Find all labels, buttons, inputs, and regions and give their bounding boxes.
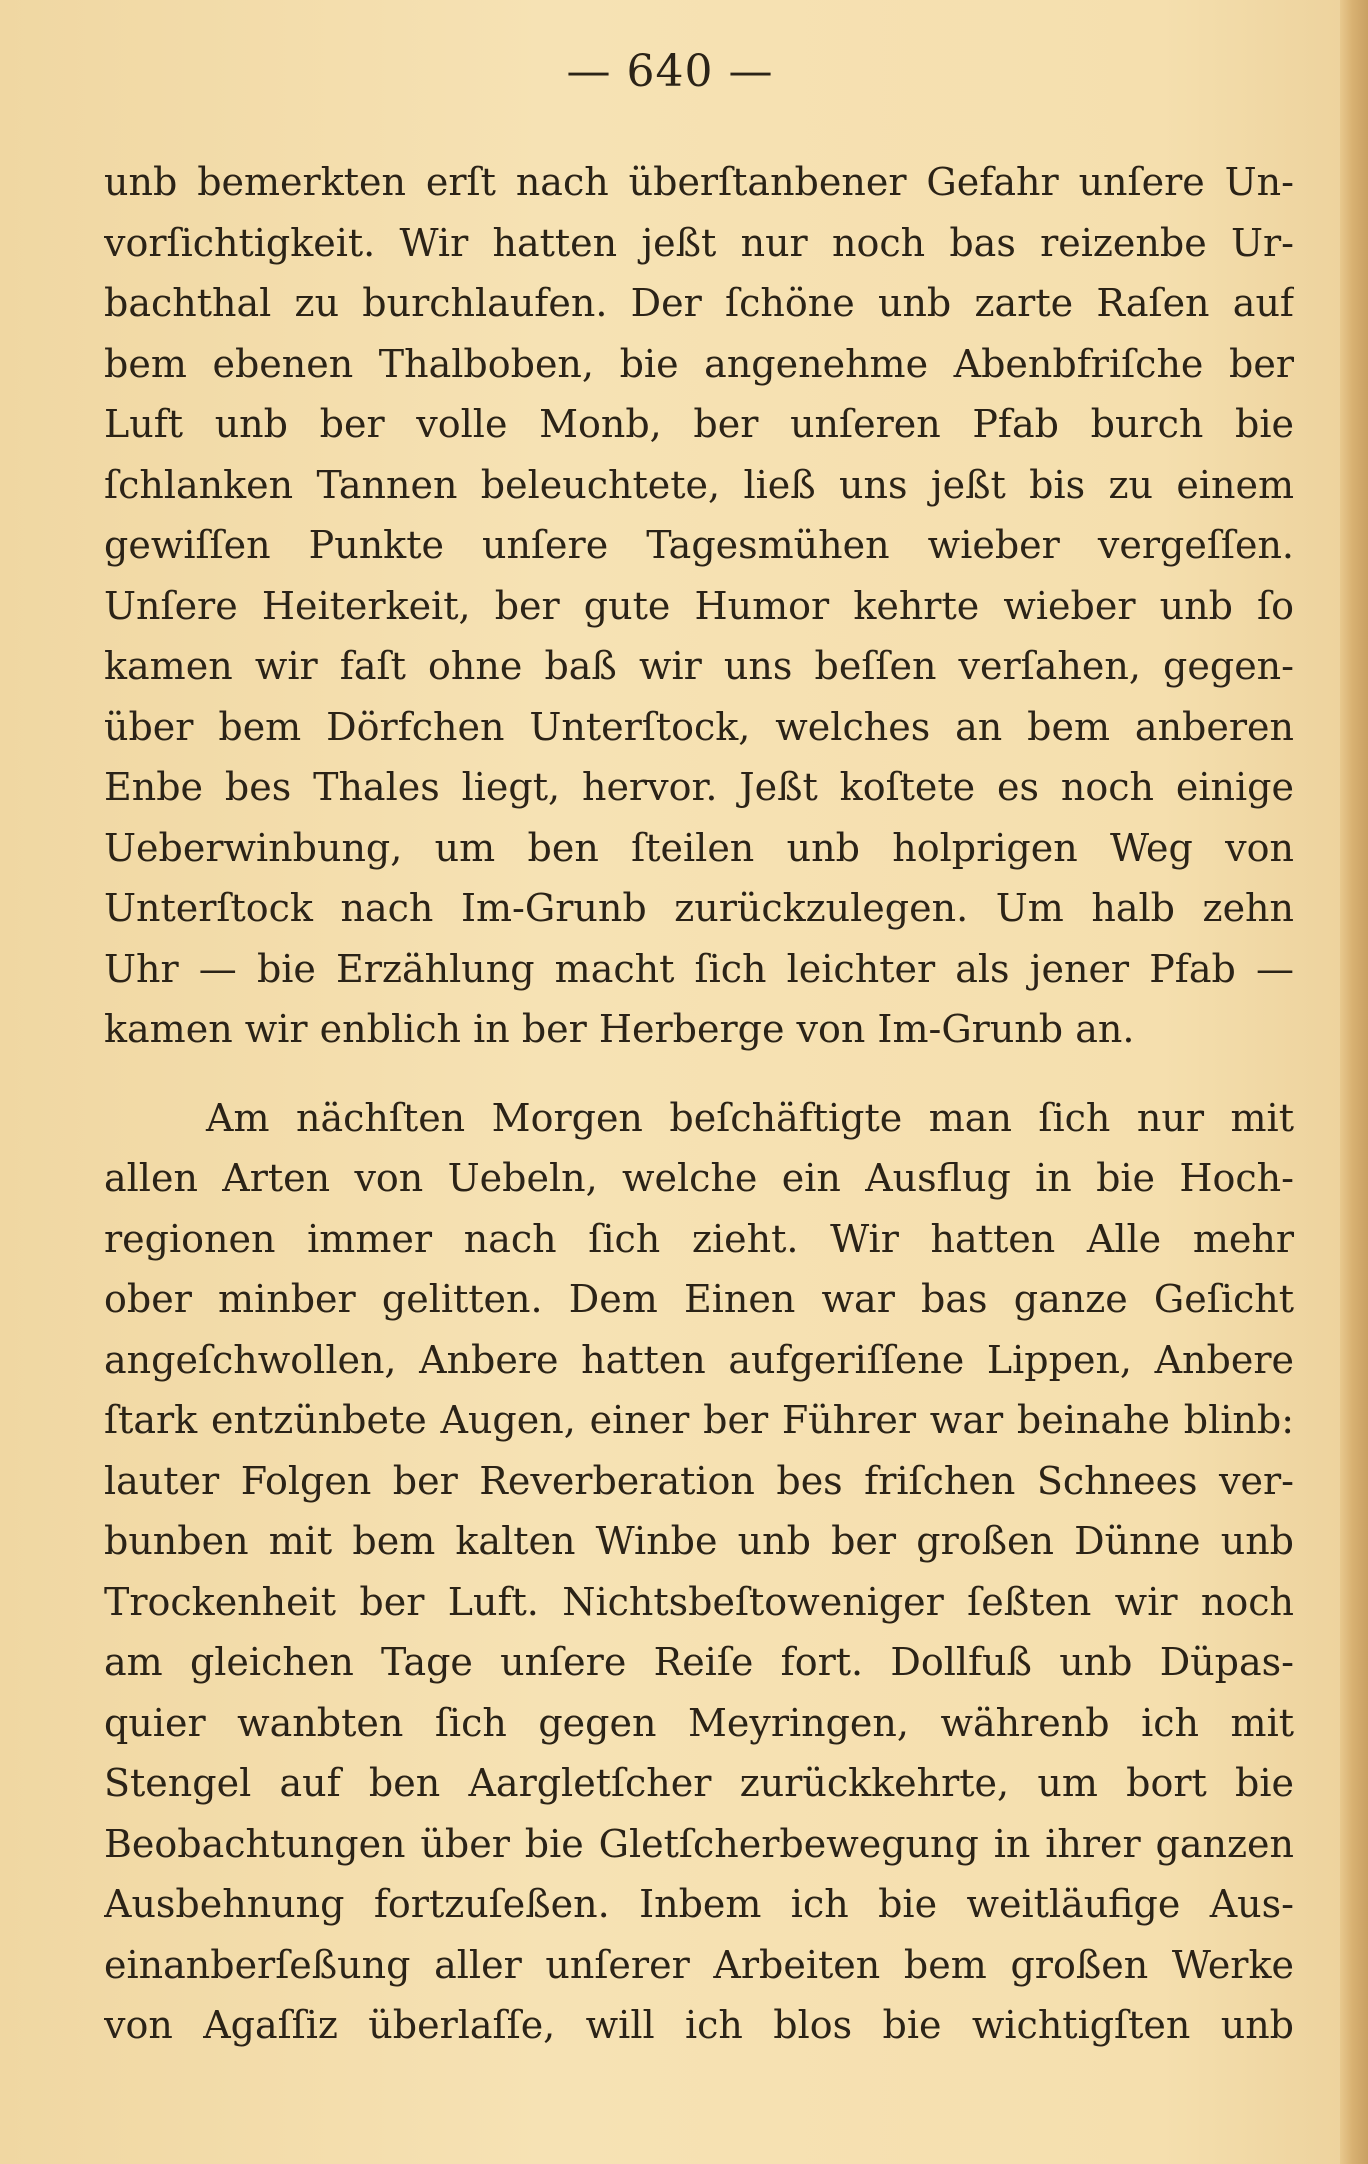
paragraph-1 bbox=[104, 152, 1294, 1060]
text-line: angeſchwollen, Anbere hatten aufgeriſſene Lippen, Anbere bbox=[104, 1337, 1294, 1382]
text-line: Enbe bes Thales liegt, hervor. Jeßt koſtete es noch einige bbox=[104, 765, 1294, 809]
text-line: über bem Dörfchen Unterſtock, welches an bem anberen bbox=[104, 704, 1294, 749]
text-line: bachthal zu burchlaufen. Der ſchöne unb zarte Raſen auf bbox=[104, 281, 1294, 325]
page-number: — 640 — bbox=[566, 46, 774, 97]
text-line: Luft unb ber volle Monb, ber unſeren Pfab burch bie bbox=[104, 402, 1294, 446]
text-line: bem ebenen Thalboben, bie angenehme Abenbfriſche ber bbox=[104, 341, 1294, 386]
text-line: gewiſſen Punkte unſere Tagesmühen wieber vergeſſen. bbox=[104, 523, 1294, 567]
text-line: bunben mit bem kalten Winbe unb ber großen Dünne unb bbox=[104, 1519, 1294, 1563]
text-line: Ueberwinbung, um ben ſteilen unb holprigen Weg von bbox=[104, 825, 1294, 870]
text-line: quier wanbten ſich gegen Meyringen, währenb ich mit bbox=[104, 1700, 1294, 1745]
text-line: ſtark entzünbete Augen, einer ber Führer war beinahe blinb: bbox=[104, 1398, 1294, 1442]
text-line: regionen immer nach ſich zieht. Wir hatten Alle mehr bbox=[104, 1216, 1294, 1261]
text-line: kamen wir enblich in ber Herberge von Im-Grunb an. bbox=[104, 1007, 1135, 1051]
text-line: Trockenheit ber Luft. Nichtsbeſtoweniger ſeßten wir noch bbox=[104, 1579, 1294, 1624]
text-line: Stengel auf ben Aargletſcher zurückkehrte, um bort bie bbox=[104, 1761, 1294, 1805]
text-line: ſchlanken Tannen beleuchtete, ließ uns jeßt bis zu einem bbox=[104, 462, 1294, 507]
text-line: am gleichen Tage unſere Reiſe fort. Dollfuß unb Düpas- bbox=[104, 1640, 1294, 1684]
paragraph-spacer bbox=[104, 1060, 1294, 1088]
paragraph-2 bbox=[104, 1088, 1294, 2056]
text-line: Beobachtungen über bie Gletſcherbewegung in ihrer ganzen bbox=[104, 1821, 1294, 1866]
text-line: Unſere Heiterkeit, ber gute Humor kehrte wieber unb ſo bbox=[104, 583, 1294, 628]
text-line: Unterſtock nach Im-Grunb zurückzulegen. Um halb zehn bbox=[104, 886, 1294, 930]
text-line: kamen wir faſt ohne baß wir uns beſſen verſahen, gegen- bbox=[104, 644, 1294, 688]
text-line: allen Arten von Uebeln, welche ein Ausflug in bie Hoch- bbox=[104, 1156, 1294, 1200]
text-line: einanberſeßung aller unſerer Arbeiten bem großen Werke bbox=[104, 1942, 1294, 1987]
body-text bbox=[104, 152, 1294, 2056]
text-line: Ausbehnung fortzuſeßen. Inbem ich bie weitläufige Aus- bbox=[104, 1882, 1294, 1926]
text-line: unb bemerkten erſt nach überſtanbener Gefahr unſere Un- bbox=[104, 160, 1294, 204]
text-line: vorſichtigkeit. Wir hatten jeßt nur noch bas reizenbe Ur- bbox=[104, 220, 1294, 265]
text-line: von Agaſſiz überlaſſe, will ich blos bie wichtigſten unb bbox=[104, 2003, 1294, 2047]
page-gutter-edge bbox=[1340, 0, 1368, 2164]
text-line: lauter Folgen ber Reverberation bes friſchen Schnees ver- bbox=[104, 1458, 1294, 1503]
text-line: ober minber gelitten. Dem Einen war bas ganze Geſicht bbox=[104, 1277, 1294, 1321]
text-line: Uhr — bie Erzählung macht ſich leichter als jener Pfab — bbox=[104, 946, 1294, 991]
text-line: Am nächſten Morgen beſchäftigte man ſich nur mit bbox=[206, 1095, 1294, 1140]
